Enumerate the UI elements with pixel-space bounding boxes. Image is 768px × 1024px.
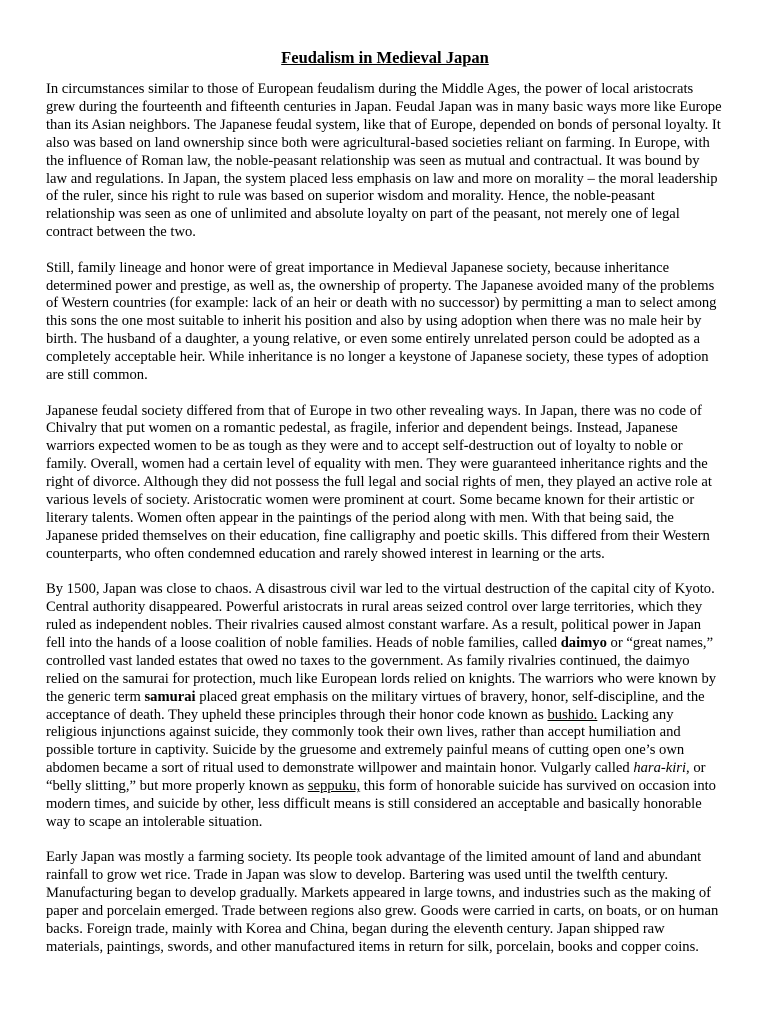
- document-title: Feudalism in Medieval Japan: [281, 48, 489, 67]
- text-run: , or “belly slitting,” but more properly known as: [46, 760, 706, 795]
- text-run: or “great names,” controlled vast landed estates that owed no taxes to the government. As family rivalries continued, the daimyo relied on the samurai for protection, much like European lords relied on knights. The warriors who were known by the generic term: [46, 634, 717, 705]
- paragraph-women-society: Japanese feudal society differed from that of Europe in two other revealing ways. In Japan, there was no code of Chivalry that put women on a romantic pedestal, as fragile, inferior and dependent beings. Instead, Japanese warriors expected women to be as tough as they were and to accept self-destruction out of loyalty to noble or family. Overall, women had a certain level of equality with men. They were guaranteed inheritance rights and the right of divorce. Although they did not possess the full legal and social rights of men, they played an active role at various levels of society. Aristocratic women were prominent at court. Some became known for their artistic or literary talents. Women often appear in the paintings of the period along with men. With that being said, the Japanese prided themselves on their education, fine calligraphy and poetic skills. This differed from their Western counterparts, who often condemned education and rarely showed interest in learning or the arts.: [46, 402, 712, 562]
- paragraph-chaos-samurai: [46, 581, 724, 832]
- text-run: By 1500, Japan was close to chaos. A disastrous civil war led to the virtual destruction of the capital city of Kyoto. Central authority disappeared. Powerful aristocrats in rural areas seized control over large territories, which they ruled as independent nobles. Their rivalries caused almost constant warfare. As a result, political power in Japan fell into the hands of a loose coalition of noble families. Heads of noble families, called: [46, 581, 715, 651]
- term-seppuku: seppuku,: [307, 778, 361, 795]
- paragraph-feudal-system: In circumstances similar to those of European feudalism during the Middle Ages, the power of local aristocrats grew during the fourteenth and fifteenth centuries in Japan. Feudal Japan was in many basic ways more like Europe than its Asian neighbors. The Japanese feudal system, like that of Europe, depended on bonds of personal loyalty. It also was based on land ownership since both were agricultural-based societies reliant on farming. In Europe, with the influence of Roman law, the noble-peasant relationship was seen as mutual and contractual. It was bound by law and regulations. In Japan, the system placed less emphasis on law and more on morality – the moral leadership of the ruler, since his right to rule was based on superior wisdom and morality. Hence, the noble-peasant relationship was seen as one of unlimited and absolute loyalty on part of the peasant, not merely one of legal contract between the two.: [46, 81, 722, 241]
- text-run: placed great emphasis on the military virtues of bravery, honor, self-discipline, and the acceptance of death. They upheld these principles through their honor code known as: [46, 688, 705, 723]
- text-run: this form of honorable suicide has survived on occasion into modern times, and suicide by other, less difficult means is still considered an acceptable and basically honorable way to scape an intolerable situation.: [46, 778, 716, 830]
- text-run: Lacking any religious injunctions against suicide, they commonly took their own lives, rather than accept humiliation and possible torture in captivity. Suicide by the gruesome and extremely painful means of cutting open one’s own abdomen became a sort of ritual used to demonstrate willpower and maintain honor. Vulgarly called: [46, 706, 685, 777]
- term-daimyo: daimyo: [560, 634, 607, 651]
- term-bushido: bushido.: [547, 706, 598, 723]
- paragraph-family-lineage: Still, family lineage and honor were of great importance in Medieval Japanese society, because inheritance determined power and prestige, as well as, the ownership of property. The Japanese avoided many of the problems of Western countries (for example: lack of an heir or death with no successor) by permitting a man to select among this sons the one most suitable to inherit his position and also by using adoption when there was no male heir by birth. The husband of a daughter, a young relative, or even some entirely unrelated person could be adopted as a completely acceptable heir. While inheritance is no longer a keystone of Japanese society, these types of adoption are still common.: [46, 259, 717, 384]
- term-hara-kiri: hara-kiri: [633, 760, 687, 777]
- term-samurai: samurai: [144, 688, 196, 705]
- paragraph-farming-trade: Early Japan was mostly a farming society. Its people took advantage of the limited amount of land and abundant rainfall to grow wet rice. Trade in Japan was slow to develop. Bartering was used until the twelfth century. Manufacturing began to develop gradually. Markets appeared in large towns, and industries such as the making of paper and porcelain emerged. Trade between regions also grew. Goods were carried in carts, on boats, or on human backs. Foreign trade, mainly with Korea and China, began during the eleventh century. Japan shipped raw materials, paintings, swords, and other manufactured items in return for silk, porcelain, books and copper coins.: [46, 849, 719, 955]
